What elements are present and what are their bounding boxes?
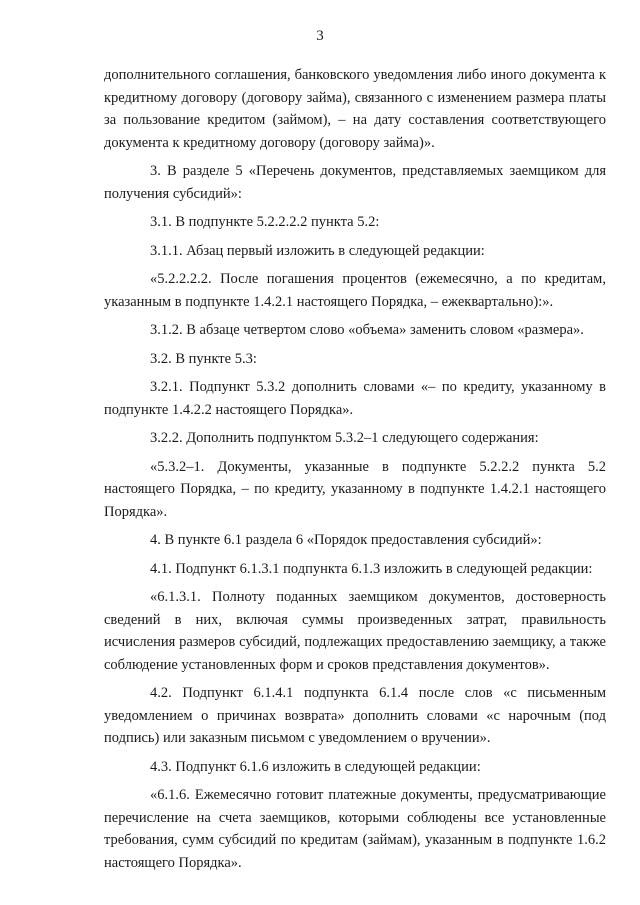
paragraph: «6.1.6. Ежемесячно готовит платежные документы, предусматривающие перечисление на счета заемщиков, которыми соблюдены все установленные требования, сумм субсидий по кредитам (займам), указанным в подпункте 1.6.2 настоящего Порядка». — [104, 787, 606, 871]
paragraph: 3.1.2. В абзаце четвертом слово «объема» заменить словом «размера». — [150, 322, 584, 338]
document-body — [104, 64, 606, 874]
paragraph: «5.3.2–1. Документы, указанные в подпункте 5.2.2.2 пункта 5.2 настоящего Порядка, – по кредиту, указанному в подпункте 1.4.2.1 настоящего Порядка». — [104, 458, 606, 520]
paragraph: 3. В разделе 5 «Перечень документов, представляемых заемщиком для получения субсидий»: — [104, 163, 606, 202]
paragraph: 3.2.1. Подпункт 5.3.2 дополнить словами «– по кредиту, указанному в подпункте 1.4.2.2 настоящего Порядка». — [104, 379, 606, 418]
paragraph: 3.2.2. Дополнить подпунктом 5.3.2–1 следующего содержания: — [150, 430, 539, 446]
paragraph: дополнительного соглашения, банковского уведомления либо иного документа к кредитному договору (договору займа), связанного с изменением размера платы за пользование кредитом (займом), – на дату составления соответствующего документа к кредитному договору (договору займа)». — [104, 67, 606, 151]
paragraph: 3.1.1. Абзац первый изложить в следующей редакции: — [150, 242, 485, 259]
paragraph: 4.2. Подпункт 6.1.4.1 подпункта 6.1.4 после слов «с письменным уведомлением о причинах возврата» дополнить словами «с нарочным (под подпись) или заказным письмом с уведомлением о вручении». — [104, 685, 606, 746]
paragraph: «5.2.2.2.2. После погашения процентов (ежемесячно, а по кредитам, указанным в подпункте 1.4.2.1 настоящего Порядка, – ежеквартально):». — [104, 271, 606, 310]
paragraph: «6.1.3.1. Полноту поданных заемщиком документов, достоверность сведений в них, включая суммы произведенных затрат, правильность исчисления размеров субсидий, подлежащих предоставлению заемщику, а также соблюдение установленных форм и сроков представления документов». — [104, 589, 606, 673]
paragraph: 3.2. В пункте 5.3: — [150, 350, 257, 367]
paragraph: 3.1. В подпункте 5.2.2.2.2 пункта 5.2: — [150, 214, 380, 230]
paragraph: 4.3. Подпункт 6.1.6 изложить в следующей редакции: — [150, 758, 481, 775]
page-number: 3 — [316, 28, 324, 44]
paragraph: 4. В пункте 6.1 раздела 6 «Порядок предоставления субсидий»: — [150, 532, 542, 548]
paragraph: 4.1. Подпункт 6.1.3.1 подпункта 6.1.3 изложить в следующей редакции: — [150, 560, 593, 577]
